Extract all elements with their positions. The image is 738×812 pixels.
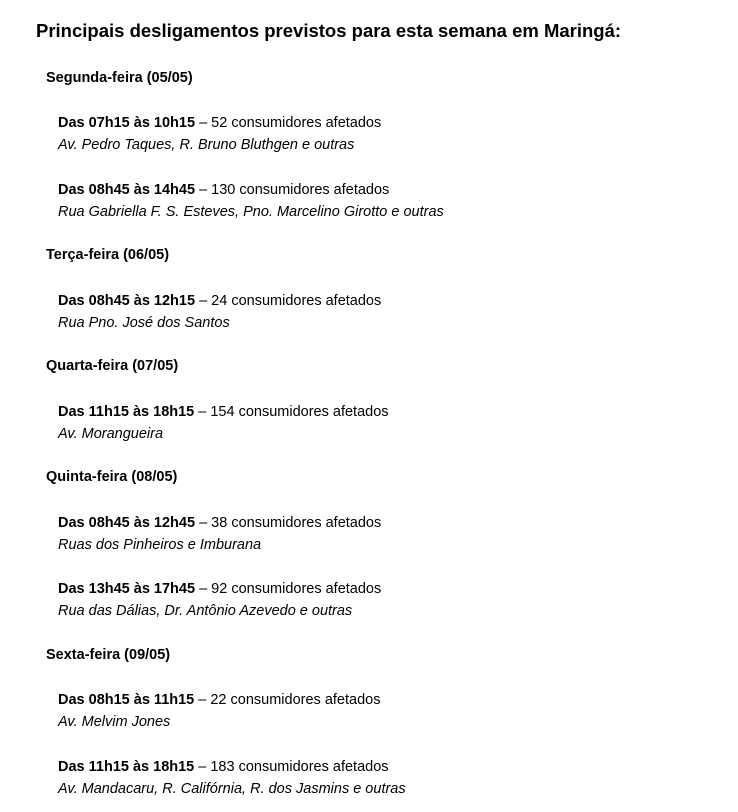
outage-consumers: – 52 consumidores afetados	[195, 115, 382, 131]
outage-time: Das 08h15 às 11h15	[58, 692, 195, 708]
outage-time: Das 11h15 às 18h15	[58, 404, 195, 420]
outage-entry	[58, 578, 381, 622]
day-heading-tuesday: Terça-feira (06/05)	[46, 247, 170, 263]
outage-consumers: – 24 consumidores afetados	[195, 293, 382, 309]
outage-consumers: – 154 consumidores afetados	[194, 404, 389, 420]
outage-time: Das 08h45 às 14h45	[58, 182, 196, 198]
outage-summary	[58, 512, 381, 534]
outage-streets: Rua das Dálias, Dr. Antônio Azevedo e outras	[58, 603, 353, 619]
outage-time: Das 07h15 às 10h15	[58, 115, 196, 131]
outage-entry	[58, 689, 380, 733]
day-heading-thursday: Quinta-feira (08/05)	[46, 469, 178, 485]
outage-consumers: – 38 consumidores afetados	[195, 515, 382, 531]
outage-consumers: – 183 consumidores afetados	[194, 759, 389, 775]
outage-summary	[58, 756, 406, 778]
outage-entry	[58, 290, 381, 334]
outage-summary	[58, 179, 444, 201]
outage-streets: Ruas dos Pinheiros e Imburana	[58, 537, 262, 553]
page-title: Principais desligamentos previstos para esta semana em Maringá:	[36, 20, 622, 41]
outage-time: Das 13h45 às 17h45	[58, 581, 196, 597]
outage-consumers: – 22 consumidores afetados	[194, 692, 381, 708]
day-heading-friday: Sexta-feira (09/05)	[46, 647, 171, 663]
day-heading-monday: Segunda-feira (05/05)	[46, 70, 193, 86]
outage-time: Das 08h45 às 12h15	[58, 293, 196, 309]
outage-streets: Rua Gabriella F. S. Esteves, Pno. Marcelino Girotto e outras	[58, 204, 444, 220]
outage-streets: Av. Pedro Taques, R. Bruno Bluthgen e outras	[58, 137, 355, 153]
outage-entry	[58, 112, 381, 156]
outage-entry	[58, 179, 444, 223]
outage-time: Das 11h15 às 18h15	[58, 759, 195, 775]
outage-time: Das 08h45 às 12h45	[58, 515, 196, 531]
outage-summary	[58, 112, 381, 134]
outage-consumers: – 130 consumidores afetados	[195, 182, 390, 198]
outage-streets: Rua Pno. José dos Santos	[58, 315, 230, 331]
outage-entry	[58, 512, 381, 556]
outage-summary	[58, 578, 381, 600]
outage-streets: Av. Morangueira	[58, 426, 164, 442]
outage-streets: Av. Melvim Jones	[58, 714, 171, 730]
outage-streets: Av. Mandacaru, R. Califórnia, R. dos Jasmins e outras	[58, 781, 406, 797]
outage-summary	[58, 689, 380, 711]
outage-summary	[58, 290, 381, 312]
outage-summary	[58, 401, 389, 423]
outage-entry	[58, 756, 406, 800]
day-heading-wednesday: Quarta-feira (07/05)	[46, 358, 179, 374]
outage-entry	[58, 401, 389, 445]
outage-consumers: – 92 consumidores afetados	[195, 581, 382, 597]
